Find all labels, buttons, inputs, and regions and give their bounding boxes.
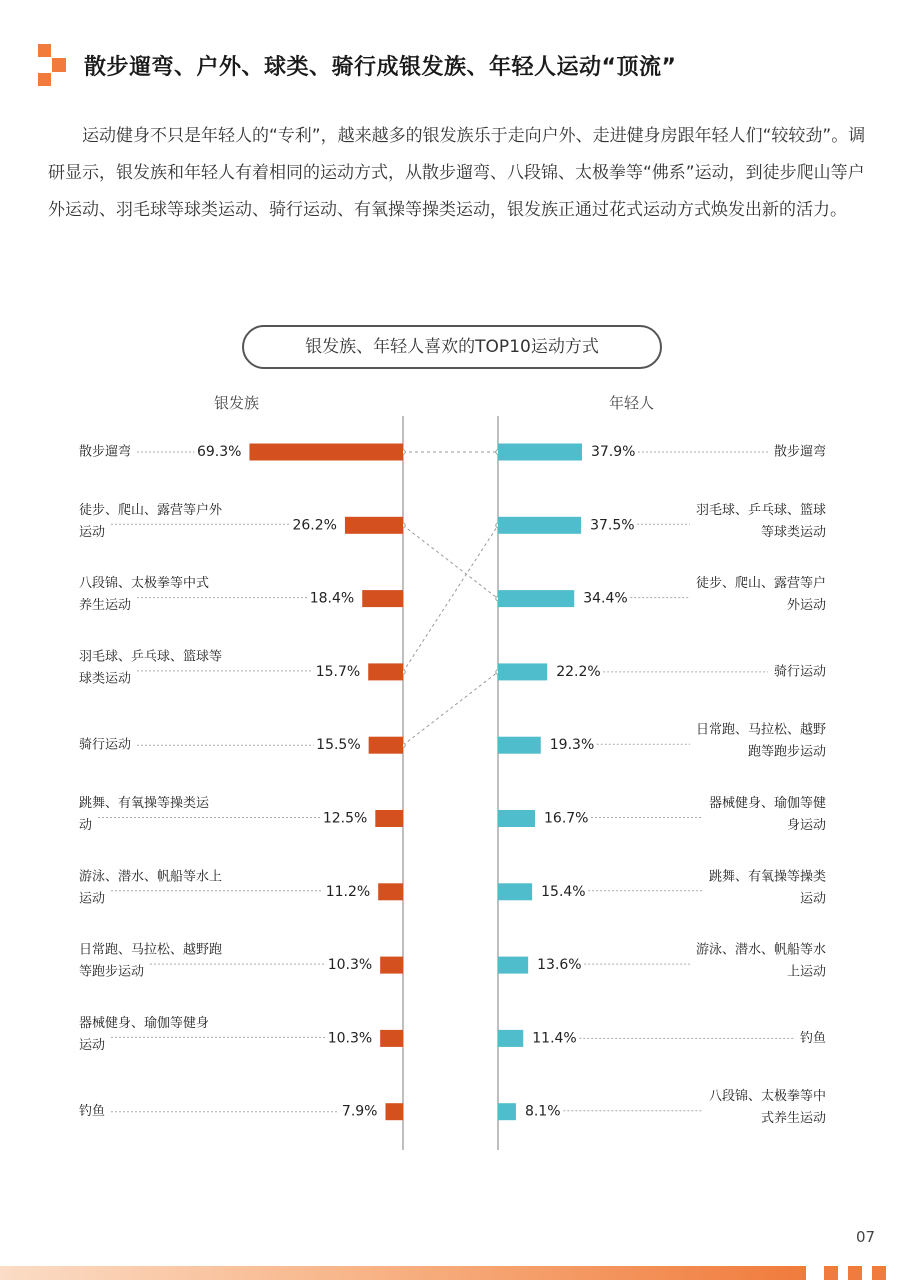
silver-category-label: 等跑步运动 [79,964,145,980]
young-category-label: 钓鱼 [799,1030,826,1046]
young-category-label: 游泳、潜水、帆船等水 [695,942,826,958]
young-bar [498,444,582,461]
silver-value-label: 69.3% [196,444,242,460]
silver-category-label: 养生运动 [79,598,132,614]
silver-category-label: 钓鱼 [79,1104,106,1120]
young-bar [498,517,581,534]
page-heading: 散步遛弯、户外、球类、骑行成银发族、年轻人运动“顶流” [84,55,677,80]
silver-bar [368,663,403,680]
footer-square [848,1266,862,1280]
young-value-label: 8.1% [524,1103,561,1120]
silver-bar [369,737,403,754]
young-bar [498,1103,516,1120]
silver-category-label: 徒步、爬山、露营等户外 [79,502,223,518]
young-value-label: 22.2% [556,663,601,680]
young-bar [498,957,528,974]
silver-value-label: 15.7% [315,663,361,680]
silver-category-label: 羽毛球、乒乓球、篮球等 [79,649,223,665]
young-category-label: 等球类运动 [760,524,826,540]
silver-category-label: 运动 [79,1037,106,1053]
silver-value-label: 12.5% [322,810,368,827]
page-number: 07 [856,1228,876,1246]
young-bar [498,663,547,680]
footer-square [824,1266,838,1280]
young-bar [498,883,532,900]
footer-gradient-bar [0,1266,806,1280]
silver-value-label: 18.4% [309,590,355,607]
silver-category-label: 日常跑、马拉松、越野跑 [79,942,223,958]
young-value-label: 34.4% [583,590,628,607]
young-category-label: 八段锦、太极拳等中 [708,1089,826,1105]
young-category-label: 跳舞、有氧操等操类 [708,869,826,885]
silver-group-label: 银发族 [214,394,260,412]
young-value-label: 13.6% [537,957,582,974]
silver-category-label: 运动 [79,524,106,540]
silver-value-label: 10.3% [327,957,373,974]
young-bar [498,590,574,607]
intro-text: 运动健身不只是年轻人的“专利”，越来越多的银发族乐于走向户外、走进健身房跟年轻人们“较较劲”。调研显示，银发族和年轻人有着相同的运动方式，从散步遛弯、八段锦、太极拳等“佛系”运动，到徒步爬山等户外运动、羽毛球等球类运动、骑行运动、有氧操等操类运动，银发族正通过花式运动方式焕发出新的活力。 [48,126,866,220]
silver-category-label: 骑行运动 [79,737,132,753]
young-category-label: 跑等跑步运动 [747,744,826,760]
silver-bar [249,444,403,461]
silver-bar [375,810,403,827]
young-category-label: 羽毛球、乒乓球、篮球 [695,502,826,518]
young-category-label: 骑行运动 [773,664,826,680]
young-category-label: 上运动 [786,964,826,980]
silver-category-label: 球类运动 [79,671,132,687]
silver-category-label: 跳舞、有氧操等操类运 [79,796,210,811]
silver-category-label: 游泳、潜水、帆船等水上 [79,869,223,885]
young-category-label: 身运动 [786,818,826,833]
young-group-label: 年轻人 [609,394,655,412]
young-category-label: 器械健身、瑜伽等健 [708,796,826,811]
young-value-label: 16.7% [544,810,589,827]
connector-line [403,525,498,672]
silver-bar [378,883,403,900]
connector-line [403,525,498,598]
young-bar [498,737,541,754]
young-category-label: 散步遛弯 [773,444,826,460]
silver-bar [380,1030,403,1047]
young-value-label: 37.9% [590,444,636,460]
young-value-label: 37.5% [590,517,635,534]
footer-square [872,1266,886,1280]
silver-value-label: 7.9% [341,1103,378,1120]
silver-bar [385,1103,403,1120]
young-bar [498,1030,523,1047]
silver-bar [362,590,403,607]
young-category-label: 外运动 [786,598,826,614]
silver-value-label: 11.2% [325,883,371,900]
silver-value-label: 10.3% [327,1030,373,1047]
silver-category-label: 散步遛弯 [79,444,132,460]
silver-value-label: 15.5% [316,737,361,754]
young-category-label: 运动 [799,891,826,907]
chart-title: 银发族、年轻人喜欢的TOP10运动方式 [242,325,662,369]
silver-bar [380,957,403,974]
young-bar [498,810,535,827]
silver-category-label: 器械健身、瑜伽等健身 [79,1015,210,1031]
young-value-label: 19.3% [549,737,595,754]
silver-value-label: 26.2% [292,517,337,534]
young-category-label: 式养生运动 [760,1111,826,1127]
silver-bar [345,517,403,534]
connector-line [403,672,498,745]
young-category-label: 徒步、爬山、露营等户 [695,576,826,592]
silver-category-label: 八段锦、太极拳等中式 [79,576,210,592]
silver-category-label: 运动 [79,891,106,907]
young-category-label: 日常跑、马拉松、越野 [695,722,826,738]
silver-category-label: 动 [79,818,93,833]
young-value-label: 15.4% [541,883,586,900]
young-value-label: 11.4% [532,1030,577,1047]
